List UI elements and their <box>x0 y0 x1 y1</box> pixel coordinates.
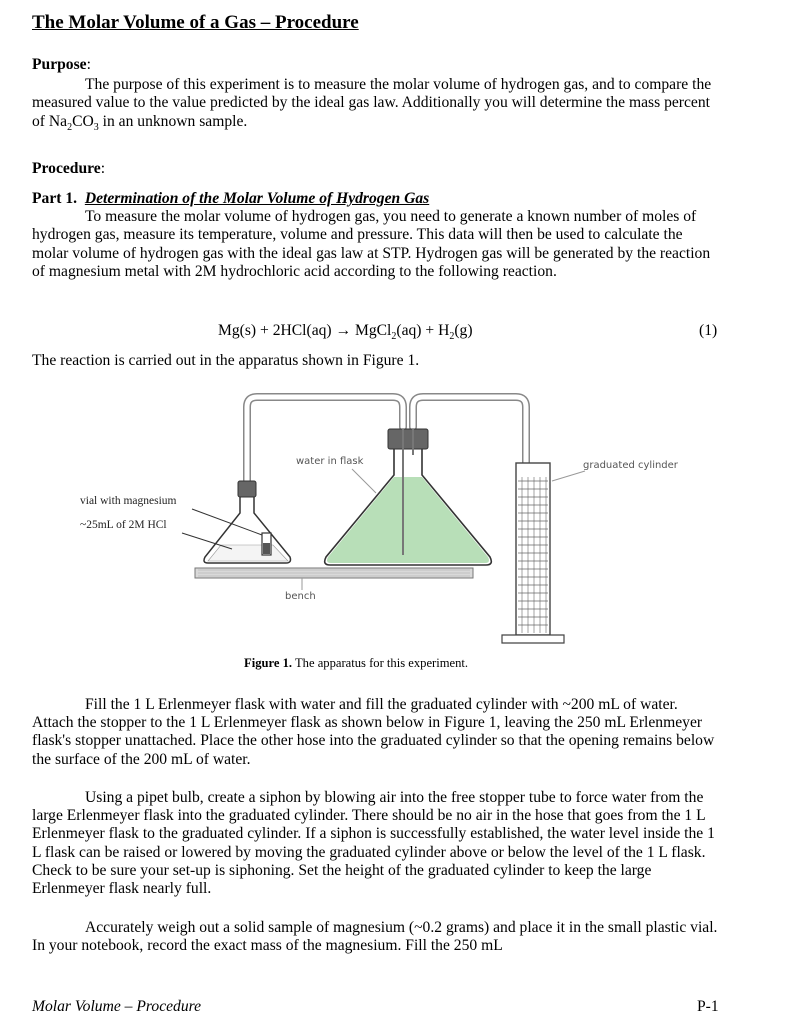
apparatus-sentence: The reaction is carried out in the apparatus shown in Figure 1. <box>32 352 420 369</box>
paragraph-fill-flask: Fill the 1 L Erlenmeyer flask with water and fill the graduated cylinder with ~200 mL of water. Attach the stopper to the 1 L Erlenmeyer flask as shown below in Figure 1, leaving the 250 mL Erlenmeyer flask's stopper unattached. Place the other hose into the graduated cylinder so that the opening remains below the surface of the 200 mL of water. <box>32 696 715 768</box>
equation-part-c: (g) <box>454 322 473 339</box>
equation-text <box>218 322 473 346</box>
purpose-heading-line <box>32 56 722 74</box>
procedure-colon: : <box>100 160 106 177</box>
label-water: water in flask <box>296 456 364 467</box>
page-number: P-1 <box>697 998 719 1015</box>
equation-sub-b: 2 <box>449 331 455 343</box>
small-flask-stopper <box>238 481 256 497</box>
label-cylinder: graduated cylinder <box>583 460 678 471</box>
part1-heading <box>32 190 722 208</box>
part1-section <box>32 190 722 281</box>
large-flask-stopper <box>388 429 428 449</box>
purpose-sub-2: 2 <box>67 121 73 133</box>
equation-part-a: Mg(s) + 2HCl(aq) → MgCl <box>218 322 392 339</box>
purpose-text-post: in an unknown sample. <box>98 112 248 130</box>
leader-cylinder <box>552 471 585 481</box>
equation-sub-a: 2 <box>391 331 397 343</box>
procedure-heading-line <box>32 160 722 178</box>
cylinder-base <box>502 635 564 643</box>
tube-vial-to-flask <box>247 397 403 485</box>
paragraph-siphon: Using a pipet bulb, create a siphon by blowing air into the free stopper tube to force water from the large Erlenmeyer flask into the graduated cylinder. There should be no air in the hose that goes from the 1 L Erlenmeyer flask to the graduated cylinder. If a siphon is successfully established, the water level inside the 1 L flask can be raised or lowered by moving the graduated cylinder above or below the level of the 1 L flask. Check to be sure your set-up is siphoning. Set the height of the graduated cylinder to keep the large Erlenmeyer flask nearly full. <box>32 789 715 898</box>
flask-water <box>327 477 489 563</box>
purpose-section <box>32 56 722 137</box>
paragraph-weigh-magnesium: Accurately weigh out a solid sample of magnesium (~0.2 grams) and place it in the small plastic vial. In your notebook, record the exact mass of the magnesium. Fill the 250 mL <box>32 919 718 955</box>
caption-inner <box>244 656 468 671</box>
equation-number: (1) <box>699 322 718 339</box>
purpose-colon: : <box>86 56 91 73</box>
part1-paragraph: To measure the molar volume of hydrogen gas, you need to generate a known number of moles of hydrogen gas, measure its temperature, volume and pressure. This data will then be used to calculate the molar volume of hydrogen gas with the ideal gas law at STP. Hydrogen gas will be generated by the reaction of magnesium metal with 2M hydrochloric acid according to the following reaction. <box>32 208 711 280</box>
leader-water <box>352 469 376 493</box>
part1-title: Determination of the Molar Volume of Hydrogen Gas <box>84 190 430 207</box>
equation-part-b: (aq) + H <box>396 322 450 339</box>
apparatus-figure <box>40 385 700 653</box>
label-hcl: ~25mL of 2M HCl <box>80 519 167 531</box>
procedure-heading: Procedure <box>32 160 101 177</box>
purpose-text-mid: CO <box>72 112 94 130</box>
purpose-text-pre: The purpose of this experiment is to measure the molar volume of hydrogen gas, and to compare the measured value to the value predicted by the ideal gas law. Additionally you will determine the mass percent of Na <box>32 76 712 130</box>
caption-text: The apparatus for this experiment. <box>292 656 469 670</box>
part1-number: Part 1. <box>32 190 78 207</box>
purpose-paragraph <box>32 76 722 137</box>
label-bench: bench <box>285 591 316 602</box>
purpose-heading: Purpose <box>32 56 87 73</box>
footer-title: Molar Volume – Procedure <box>32 998 202 1015</box>
purpose-sub-3: 3 <box>93 121 99 133</box>
caption-label: Figure 1. <box>244 656 293 670</box>
page-title: The Molar Volume of a Gas – Procedure <box>32 12 359 33</box>
label-vial: vial with magnesium <box>80 495 177 507</box>
